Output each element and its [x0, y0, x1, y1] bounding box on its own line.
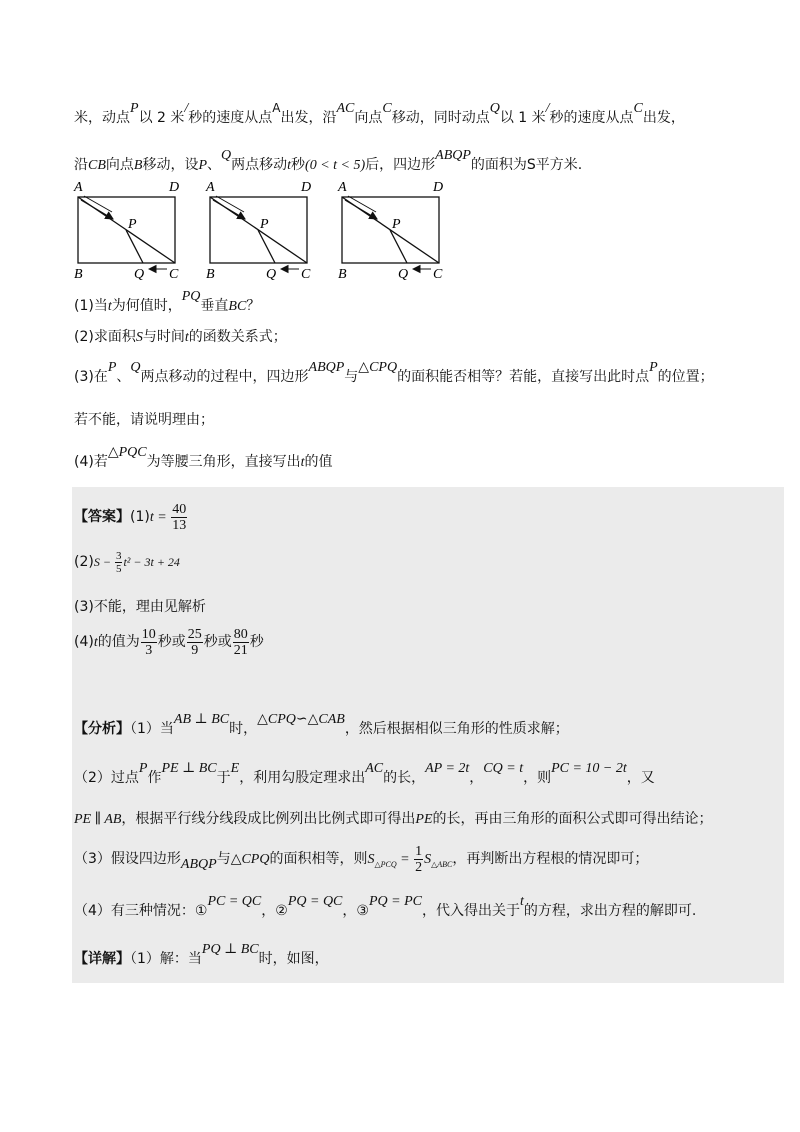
math-var: / [545, 101, 550, 116]
text: 的长， [383, 770, 426, 786]
analysis-1 [74, 712, 569, 740]
text: 于 [216, 770, 231, 786]
text: (4)若 [74, 454, 108, 470]
math-var: A [272, 101, 281, 115]
text: 秒的速度从点 [549, 110, 634, 126]
math-var: C [382, 101, 392, 116]
text: 向点 [354, 110, 383, 126]
label-Q: Q [134, 267, 145, 282]
answer-1 [74, 500, 188, 535]
question-4 [74, 445, 333, 473]
text: 的面积相等，则 [269, 851, 368, 867]
label-D: D [433, 180, 444, 195]
text: 两点移动的过程中，四边形 [140, 369, 309, 385]
text: = [396, 852, 414, 867]
text: ，根据平行线分线段成比例列出比例式即可得出 [121, 811, 416, 827]
label-A: A [338, 180, 347, 195]
detail-label: 【详解】 [74, 951, 130, 967]
text: 、 [207, 157, 222, 173]
text: 以 2 米 [138, 110, 185, 126]
math-var: E [230, 761, 240, 776]
analysis-label: 【分析】 [74, 721, 130, 737]
question-2 [74, 327, 287, 348]
math-var: P [198, 158, 208, 173]
math-var: t [287, 158, 292, 173]
text: (2) [74, 554, 94, 570]
label-A: A [206, 180, 215, 195]
math-var: t [519, 894, 524, 909]
math-var: ABQP [435, 148, 471, 163]
text: 沿 [74, 157, 88, 173]
math-var: S [424, 852, 432, 867]
text: 的值 [304, 454, 333, 470]
math-var: t [93, 635, 98, 650]
denominator: 2 [415, 859, 423, 875]
math-inequality: (0 < t < 5) [305, 158, 366, 173]
math-var: t [300, 455, 305, 470]
math-var: S [135, 330, 143, 345]
math-var: Q [489, 101, 500, 116]
text: 出发，沿 [280, 110, 337, 126]
math-var: B [133, 158, 143, 173]
text: ，又 [626, 770, 655, 786]
text: 米，动点 [74, 110, 130, 126]
question-3 [74, 360, 714, 388]
text: 的函数关系式； [188, 329, 287, 345]
analysis-2 [74, 761, 655, 789]
label-D: D [301, 180, 312, 195]
fraction [414, 844, 423, 875]
numerator: 10 [141, 626, 156, 642]
math-var: △CPQ [230, 852, 270, 867]
text: ，代入得出关于 [421, 903, 520, 919]
text: 后，四边形 [365, 157, 436, 173]
text: （1）当 [130, 721, 174, 737]
label-C: C [169, 267, 179, 282]
text: 作 [147, 770, 162, 786]
intro-line-2 [74, 148, 583, 176]
numerator: 1 [415, 843, 423, 859]
detail-1 [74, 942, 329, 970]
question-3-continued: 若不能，请说明理由； [74, 412, 214, 428]
text: (2)求面积 [74, 329, 136, 345]
text: 、 [116, 369, 131, 385]
fraction [115, 550, 123, 575]
math-var: / [184, 101, 189, 116]
math-expr: PQ = QC [287, 894, 343, 909]
label-B: B [206, 267, 215, 282]
text: (3)在 [74, 369, 108, 385]
math-var: t [184, 330, 189, 345]
text: 的值为 [97, 634, 140, 650]
denominator: 13 [172, 517, 187, 533]
text: 的方程，求出方程的解即可. [523, 903, 697, 919]
denominator: 3 [145, 642, 153, 658]
text: 时， [229, 721, 258, 737]
text: (1)当 [74, 298, 108, 314]
text: ， [469, 770, 484, 786]
text: (4) [74, 634, 94, 650]
math-subscript: △ABC [431, 859, 453, 869]
text: (1) [130, 509, 150, 525]
math-var: t [107, 299, 112, 314]
text: 秒 [249, 634, 264, 650]
figure-3 [337, 180, 443, 282]
label-B: B [338, 267, 347, 282]
answer-label: 【答案】 [74, 509, 130, 525]
denominator: 5 [115, 562, 122, 575]
text: 移动，同时动点 [391, 110, 490, 126]
text: 垂直 [200, 298, 229, 314]
text: （3）假设四边形 [74, 851, 181, 867]
text: ，然后根据相似三角形的性质求解； [344, 721, 569, 737]
math-var: P [107, 360, 117, 375]
figure-2 [205, 180, 311, 282]
math-var: ABQP [308, 360, 345, 375]
analysis-2b [74, 809, 713, 830]
math-var: Q [221, 148, 232, 163]
math-var: △CPQ [358, 360, 398, 375]
math-subscript: △PCQ [374, 859, 397, 869]
math-expr: AP = 2t [425, 761, 470, 776]
fraction [187, 627, 203, 658]
numerator: 80 [233, 626, 248, 642]
math-expr: AB ⊥ BC [173, 712, 230, 727]
numerator: 25 [187, 626, 202, 642]
analysis-4 [74, 894, 697, 922]
denominator: 21 [233, 642, 248, 658]
math-var: S [367, 852, 375, 867]
math-var: P [130, 101, 139, 116]
label-C: C [301, 267, 311, 282]
text: 秒 [291, 157, 306, 173]
question-1 [74, 289, 261, 317]
math-var: ABQP [180, 857, 217, 872]
answer-2 [74, 545, 180, 579]
math-var: C [633, 101, 643, 116]
denominator: 9 [191, 642, 199, 658]
text: 的面积为S平方米. [470, 157, 583, 173]
text: 两点移动 [231, 157, 288, 173]
text: （4）有三种情况：① [74, 903, 208, 919]
math-var: PE [415, 812, 433, 827]
label-P: P [260, 217, 269, 232]
text: ，再判断出方程根的情况即可； [452, 851, 649, 867]
text: 与 [344, 369, 359, 385]
text: 出发， [642, 110, 685, 126]
text: 秒的速度从点 [188, 110, 273, 126]
math-expr: PC = QC [207, 894, 262, 909]
text: 的面积能否相等？若能，直接写出此时点 [397, 369, 650, 385]
math-var: AC [365, 761, 384, 776]
intro-line-1 [74, 101, 685, 129]
math-expr: t² − 3t + 24 [123, 555, 180, 569]
text: 的位置； [657, 369, 714, 385]
text: 为等腰三角形，直接写出 [146, 454, 301, 470]
text: 向点 [105, 157, 134, 173]
fraction [233, 627, 249, 658]
text: （2）过点 [74, 770, 139, 786]
answer-3: (3)不能，理由见解析 [74, 599, 206, 615]
text: 以 1 米 [499, 110, 546, 126]
math-expr: PE ∥ AB [74, 812, 122, 827]
figure-1 [73, 180, 179, 282]
label-B: B [74, 267, 83, 282]
text: 秒或 [203, 634, 232, 650]
math-expr: PE ⊥ BC [161, 761, 217, 776]
answer-4 [74, 625, 264, 660]
text: 秒或 [157, 634, 186, 650]
label-A: A [74, 180, 83, 195]
geometry-figures [0, 176, 800, 284]
math-expr: PQ ⊥ BC [201, 942, 259, 957]
label-C: C [433, 267, 443, 282]
analysis-3 [74, 842, 648, 882]
label-P: P [128, 217, 137, 232]
fraction [171, 502, 187, 533]
math-var: AC [336, 101, 355, 116]
label-D: D [169, 180, 180, 195]
text: = [153, 510, 171, 525]
text: ？ [246, 298, 261, 314]
numerator: 3 [115, 549, 122, 562]
math-var: PQ [181, 289, 201, 304]
text: ，② [261, 903, 288, 919]
math-var: CB [88, 158, 106, 173]
math-expr: △CPQ∽△CAB [257, 712, 345, 727]
math-var: △PQC [107, 445, 147, 460]
text: ，利用勾股定理求出 [239, 770, 366, 786]
math-expr: PQ = PC [368, 894, 422, 909]
text: ，③ [342, 903, 369, 919]
label-P: P [392, 217, 401, 232]
text: 为何值时， [111, 298, 182, 314]
math-var: P [138, 761, 148, 776]
math-var: Q [130, 360, 141, 375]
text: 的长，再由三角形的面积公式即可得出结论； [432, 811, 713, 827]
numerator: 40 [172, 501, 187, 517]
math-var: t [149, 510, 154, 525]
text: 移动，设 [142, 157, 199, 173]
math-expr: CQ = t [483, 761, 524, 776]
text: 与 [216, 851, 231, 867]
math-expr: PC = 10 − 2t [551, 761, 627, 776]
text: （1）解：当 [130, 951, 202, 967]
label-Q: Q [398, 267, 409, 282]
math-var: P [649, 360, 658, 375]
text: 与时间 [142, 329, 185, 345]
fraction [141, 627, 157, 658]
text: 时，如图， [258, 951, 329, 967]
label-Q: Q [266, 267, 277, 282]
math-expr: S − [93, 555, 114, 569]
text: ，则 [523, 770, 552, 786]
math-var: BC [228, 299, 247, 314]
